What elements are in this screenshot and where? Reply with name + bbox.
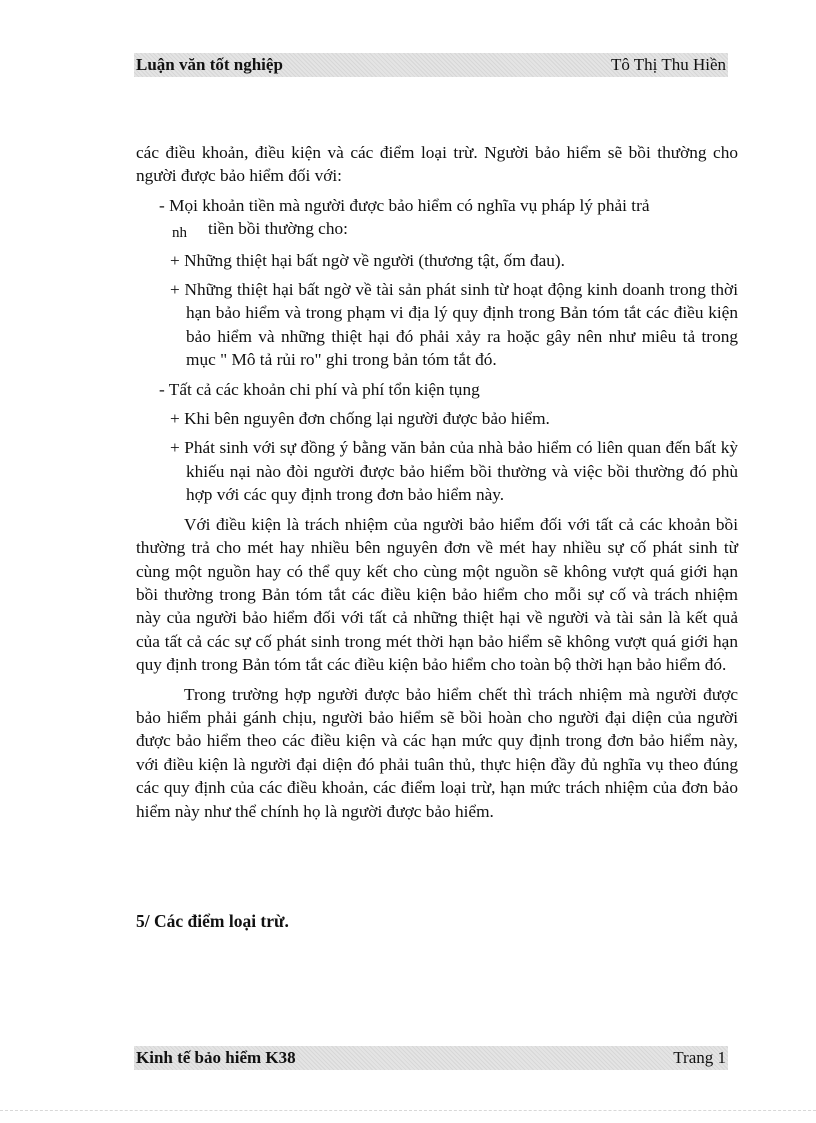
list-item-plus-1: + Những thiệt hại bất ngờ về người (thương tật, ốm đau). (170, 250, 565, 270)
stray-fragment: nh (172, 225, 187, 242)
list-item-plus-3: + Khi bên nguyên đơn chống lại người được bảo hiểm. (170, 409, 550, 429)
footer-course: Kinh tế bảo hiểm K38 (136, 1048, 296, 1067)
body-text (136, 141, 738, 829)
intro-paragraph: các điều khoản, điều kiện và các điểm loại trừ. Người bảo hiểm sẽ bồi thường cho người được bảo hiểm đối với: (136, 143, 738, 186)
page-header (134, 53, 728, 77)
header-thesis-title: Luận văn tốt nghiệp (136, 55, 283, 74)
list-item-dash-2: - Tất cả các khoản chi phí và phí tổn kiện tụng (159, 379, 480, 399)
list-item-dash-1 (136, 194, 738, 243)
footer-page-number: Trang 1 (673, 1048, 726, 1067)
list-item-dash-1-rest: tiền bồi thường cho: (208, 219, 348, 239)
header-author: Tô Thị Thu Hiền (610, 55, 726, 74)
section-heading: 5/ Các điểm loại trừ. (136, 911, 289, 931)
paragraph-liability-limit: Với điều kiện là trách nhiệm của người bảo hiểm đối với tất cả các khoản bồi thường trả cho mét hay nhiều bên nguyên đơn về mét hay nhiều sự cố phát sinh từ cùng một nguồn hay có thể quy kết cho cùng một nguồn sẽ không vượt quá giới hạn bồi thường trong Bản tóm tắt các điều kiện bảo hiểm cho mỗi sự cố và trách nhiệm này của người bảo hiểm đối với tất cả những thiệt hại về người và tài sản là kết quả của tất cả các sự cố phát sinh trong mét thời hạn bảo hiểm sẽ không vượt quá giới hạn quy định trong Bản tóm tắt các điều kiện bảo hiểm cho toàn bộ thời hạn bảo hiểm đó. (136, 514, 738, 675)
paragraph-death-case: Trong trường hợp người được bảo hiểm chết thì trách nhiệm mà người được bảo hiểm phải gánh chịu, người bảo hiểm sẽ bồi hoàn cho người đại diện của người được bảo hiểm theo các điều kiện và các hạn mức quy định trong đơn bảo hiểm này, với điều kiện là người đại diện đó phải tuân thủ, thực hiện đầy đủ nghĩa vụ theo đúng các quy định của các điều khoản, các điểm loại trừ, hạn mức trách nhiệm của đơn bảo hiểm này như thể chính họ là người được bảo hiểm. (136, 684, 738, 821)
page-edge-rule (0, 1110, 816, 1111)
page-footer (134, 1046, 728, 1070)
list-item-plus-2: + Những thiệt hại bất ngờ về tài sản phát sinh từ hoạt động kinh doanh trong thời hạn bảo hiểm và trong phạm vi địa lý quy định trong Bản tóm tắt các điều kiện bảo hiểm và những thiệt hại đó phải xảy ra hoặc gây nên như miêu tả trong mục " Mô tả rủi ro" ghi trong bản tóm tắt đó. (170, 280, 738, 370)
list-item-dash-1-main: - Mọi khoản tiền mà người được bảo hiểm có nghĩa vụ pháp lý phải trả (159, 195, 650, 215)
list-item-plus-4: + Phát sinh với sự đồng ý bằng văn bản của nhà bảo hiểm có liên quan đến bất kỳ khiếu nại nào đòi người được bảo hiểm bồi thường và việc bồi thường đó phù hợp với các quy định trong đơn bảo hiểm này. (170, 438, 738, 505)
